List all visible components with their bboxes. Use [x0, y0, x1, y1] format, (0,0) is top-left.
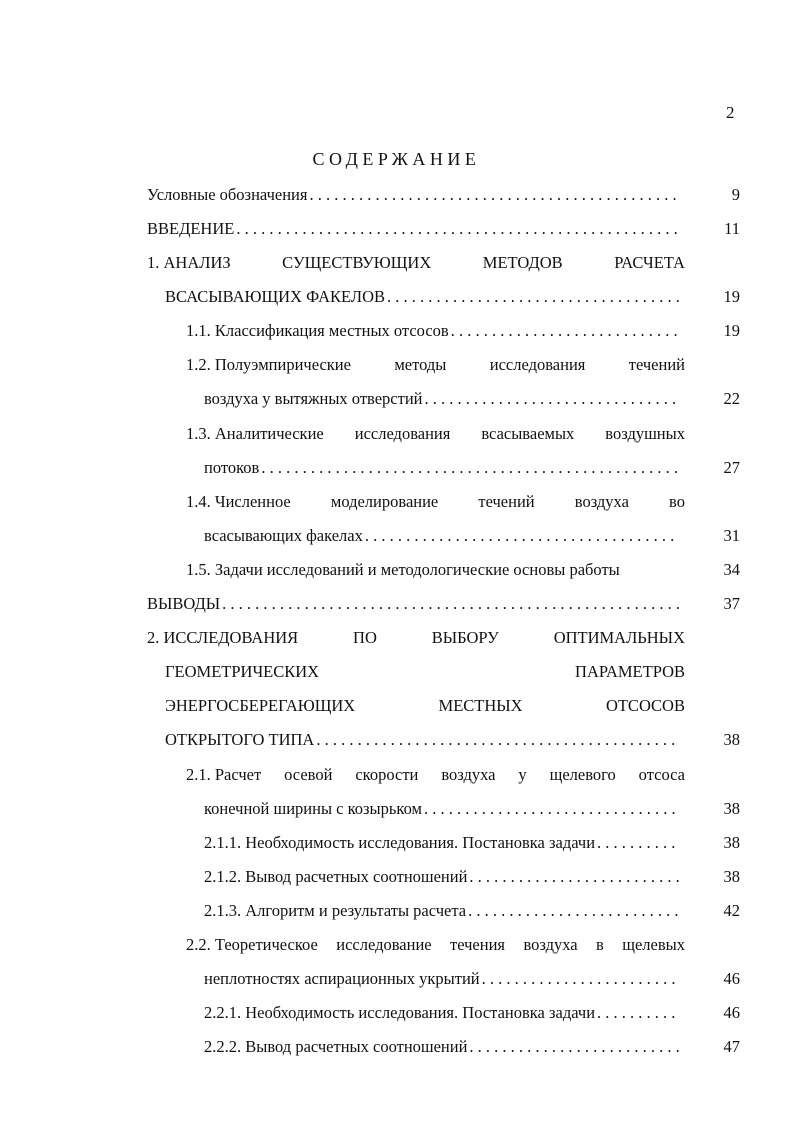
- toc-entry[interactable]: [165, 727, 685, 753]
- toc-entry-page: 9: [731, 185, 740, 204]
- toc-word: 2.2. Теоретическое: [186, 935, 318, 954]
- toc-word: исследования: [354, 424, 451, 443]
- toc-entry-page: 38: [723, 833, 740, 852]
- toc-entry-title: ВСАСЫВАЮЩИХ ФАКЕЛОВ: [165, 287, 386, 306]
- toc-word: всасываемых: [481, 424, 575, 443]
- toc-entry[interactable]: [147, 182, 685, 208]
- toc-entry-line[interactable]: [147, 625, 685, 651]
- toc-word: исследования: [489, 355, 586, 374]
- toc-word: РАСЧЕТА: [614, 253, 685, 272]
- dot-leader: [469, 864, 679, 890]
- toc-entry[interactable]: [147, 591, 685, 617]
- toc-entry-line[interactable]: [165, 693, 685, 719]
- toc-word: течений: [478, 492, 535, 511]
- toc-entry-page: 46: [723, 1003, 740, 1022]
- toc-entry-title: ОТКРЫТОГО ТИПА: [165, 730, 315, 749]
- toc-entry[interactable]: [204, 796, 685, 822]
- toc-word: течения: [450, 935, 506, 954]
- toc-entry[interactable]: [204, 523, 685, 549]
- toc-entry[interactable]: [204, 830, 685, 856]
- toc-word: во: [669, 492, 685, 511]
- toc-entry-title: неплотностях аспирационных укрытий: [204, 969, 480, 988]
- toc-word: исследование: [336, 935, 432, 954]
- toc-entry-page: 34: [723, 560, 740, 579]
- toc-word: 1.3. Аналитические: [186, 424, 324, 443]
- dot-leader: [365, 523, 679, 549]
- toc-word: 1.2. Полуэмпирические: [186, 355, 351, 374]
- toc-entry-line[interactable]: [186, 932, 685, 958]
- toc-word: у: [518, 765, 527, 784]
- toc-entry-title: ВЫВОДЫ: [147, 594, 221, 613]
- toc-word: МЕСТНЫХ: [438, 696, 523, 715]
- toc-entry-page: 31: [723, 526, 740, 545]
- dot-leader: [222, 591, 679, 617]
- toc-entry-line[interactable]: [165, 659, 685, 685]
- toc-word: 2.1. Расчет: [186, 765, 262, 784]
- toc-entry-title: 2.1.3. Алгоритм и результаты расчета: [204, 901, 467, 920]
- toc-entry[interactable]: [204, 966, 685, 992]
- dot-leader: [236, 216, 679, 242]
- toc-word: щелевых: [622, 935, 685, 954]
- toc-entry-line[interactable]: [147, 250, 685, 276]
- toc-entry-page: 38: [723, 730, 740, 749]
- dot-leader: [261, 455, 679, 481]
- toc-entry-line[interactable]: [186, 352, 685, 378]
- toc-word: 1. АНАЛИЗ: [147, 253, 231, 272]
- toc-entry[interactable]: [165, 284, 685, 310]
- toc-entry-page: 38: [723, 799, 740, 818]
- toc-entry-title: 2.1.2. Вывод расчетных соотношений: [204, 867, 468, 886]
- toc-entry-title: 2.2.1. Необходимость исследования. Постановка задачи: [204, 1003, 596, 1022]
- toc-entry[interactable]: [204, 864, 685, 890]
- toc-entry-title: Условные обозначения: [147, 185, 308, 204]
- dot-leader: [309, 182, 679, 208]
- dot-leader: [597, 830, 679, 856]
- toc-entry-page: 27: [723, 458, 740, 477]
- dot-leader: [468, 898, 679, 924]
- toc-word: ОТСОСОВ: [605, 696, 685, 715]
- toc-word: 2. ИССЛЕДОВАНИЯ: [147, 628, 299, 647]
- toc-word: в: [596, 935, 604, 954]
- toc-entry-line[interactable]: [186, 489, 685, 515]
- toc-word: методы: [394, 355, 447, 374]
- toc-entry-line[interactable]: [186, 421, 685, 447]
- dot-leader: [316, 727, 679, 753]
- dot-leader: [451, 318, 679, 344]
- toc-word: щелевого: [549, 765, 616, 784]
- toc-word: воздушных: [605, 424, 685, 443]
- dot-leader: [425, 386, 679, 412]
- toc-word: течений: [628, 355, 685, 374]
- toc-entry[interactable]: [204, 386, 685, 412]
- toc-word: воздуха: [523, 935, 578, 954]
- dot-leader: [469, 1034, 679, 1060]
- toc-entry-title: 1.1. Классификация местных отсосов: [186, 321, 449, 340]
- toc-word: ЭНЕРГОСБЕРЕГАЮЩИХ: [165, 696, 356, 715]
- dot-leader: [482, 966, 679, 992]
- toc-entry-title: 1.5. Задачи исследований и методологические основы работы: [186, 560, 620, 579]
- toc-word: СУЩЕСТВУЮЩИХ: [282, 253, 432, 272]
- toc-entry-title: всасывающих факелах: [204, 526, 363, 545]
- toc-word: ПО: [353, 628, 377, 647]
- toc-entry[interactable]: [204, 898, 685, 924]
- toc-word: воздуха: [574, 492, 629, 511]
- toc-word: ВЫБОРУ: [431, 628, 499, 647]
- toc-entry-page: 42: [723, 901, 740, 920]
- toc-entry-page: 19: [723, 321, 740, 340]
- toc-entry-title: 2.1.1. Необходимость исследования. Постановка задачи: [204, 833, 596, 852]
- toc-entry-page: 38: [723, 867, 740, 886]
- toc-word: отсоса: [638, 765, 685, 784]
- toc-entry-title: потоков: [204, 458, 260, 477]
- toc-word: моделирование: [330, 492, 439, 511]
- toc-entry[interactable]: [204, 1000, 685, 1026]
- toc-entry[interactable]: [186, 318, 685, 344]
- toc-entry-title: 2.2.2. Вывод расчетных соотношений: [204, 1037, 468, 1056]
- dot-leader: [597, 1000, 679, 1026]
- toc-entry[interactable]: [186, 557, 685, 583]
- toc-word: ПАРАМЕТРОВ: [575, 662, 685, 681]
- toc-entry[interactable]: [204, 1034, 685, 1060]
- toc-entry[interactable]: [147, 216, 685, 242]
- toc-word: 1.4. Численное: [186, 492, 291, 511]
- dot-leader: [387, 284, 679, 310]
- toc-word: ОПТИМАЛЬНЫХ: [553, 628, 685, 647]
- toc-entry-title: конечной ширины с козырьком: [204, 799, 422, 818]
- toc-word: ГЕОМЕТРИЧЕСКИХ: [165, 662, 320, 681]
- page-number: 2: [726, 103, 735, 122]
- toc-entry-page: 47: [723, 1037, 740, 1056]
- toc-entry-page: 37: [723, 594, 740, 613]
- toc-entry-page: 19: [723, 287, 740, 306]
- toc-heading: СОДЕРЖАНИЕ: [312, 149, 481, 169]
- toc-entry-page: 11: [724, 219, 740, 238]
- toc-entry-page: 22: [723, 389, 740, 408]
- toc-word: воздуха: [441, 765, 496, 784]
- toc-entry-title: ВВЕДЕНИЕ: [147, 219, 235, 238]
- toc-entry-title: воздуха у вытяжных отверстий: [204, 389, 423, 408]
- toc-entry[interactable]: [204, 455, 685, 481]
- toc-entry-page: 46: [723, 969, 740, 988]
- toc-word: МЕТОДОВ: [482, 253, 563, 272]
- dot-leader: [424, 796, 679, 822]
- toc-entry-line[interactable]: [186, 762, 685, 788]
- toc-word: скорости: [355, 765, 419, 784]
- toc-word: осевой: [284, 765, 333, 784]
